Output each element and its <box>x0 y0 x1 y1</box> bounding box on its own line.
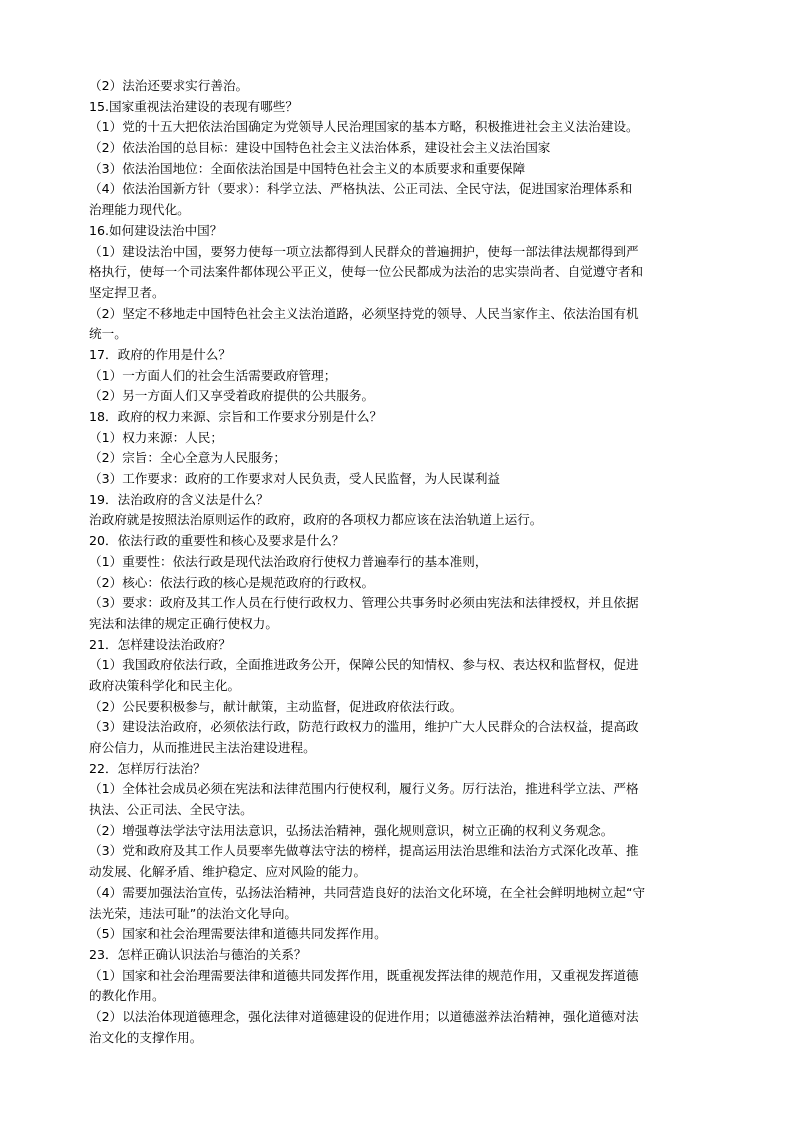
text-line: 治政府就是按照法治原则运作的政府，政府的各项权力都应该在法治轨道上运行。 <box>89 512 543 528</box>
text-line: （2）依法治国的总目标：建设中国特色社会主义法治体系，建设社会主义法治国家 <box>89 140 551 156</box>
text-line: （1）一方面人们的社会生活需要政府管理； <box>89 367 337 383</box>
text-line: （2）宗旨：全心全意为人民服务； <box>89 450 286 466</box>
text-line: （3）依法治国地位：全面依法治国是中国特色社会主义的本质要求和重要保障 <box>89 160 526 176</box>
question-heading: 17．政府的作用是什么？ <box>89 346 231 362</box>
text-line: 宪法和法律的规定正确行使权力。 <box>89 615 278 631</box>
question-heading: 23．怎样正确认识法治与德治的关系？ <box>89 946 307 962</box>
text-line: （2）增强尊法学法守法用法意识，弘扬法治精神，强化规则意识，树立正确的权利义务观念。 <box>89 822 614 838</box>
text-line: （5）国家和社会治理需要法律和道德共同发挥作用。 <box>89 926 387 942</box>
text-line: （1）全体社会成员必须在宪法和法律范围内行使权利，履行义务。厉行法治，推进科学立法、严格 <box>89 781 639 797</box>
text-line: （1）国家和社会治理需要法律和道德共同发挥作用，既重视发挥法律的规范作用，又重视发挥道德 <box>89 967 639 983</box>
text-line: 治文化的支撑作用。 <box>89 1029 203 1045</box>
text-line: （3）要求：政府及其工作人员在行使行政权力、管理公共事务时必须由宪法和法律授权，并且依据 <box>89 595 639 611</box>
question-heading: 20．依法行政的重要性和核心及要求是什么？ <box>89 533 345 549</box>
text-line: （4）需要加强法治宣传，弘扬法治精神，共同营造良好的法治文化环境，在全社会鲜明地树立起“守 <box>89 884 646 900</box>
question-heading: 22．怎样厉行法治？ <box>89 760 206 776</box>
text-line: （4）依法治国新方针（要求）：科学立法、严格执法、公正司法、全民守法，促进国家治理体系和 <box>89 181 633 197</box>
text-line: 府公信力，从而推进民主法治建设进程。 <box>89 740 316 755</box>
document-body <box>89 76 713 1048</box>
text-line: （3）建设法治政府，必须依法行政，防范行政权力的滥用，维护广大人民群众的合法权益，提高政 <box>89 719 639 735</box>
text-line: （2）公民要积极参与，献计献策，主动监督，促进政府依法行政。 <box>89 698 463 714</box>
text-line: 统一。 <box>89 326 127 342</box>
question-heading: 21．怎样建设法治政府？ <box>89 636 231 652</box>
text-line: （3）工作要求：政府的工作要求对人民负责，受人民监督，为人民谋利益 <box>89 471 501 487</box>
text-line: 执法、公正司法、全民守法。 <box>89 802 253 818</box>
question-heading: 19．法治政府的含义法是什么？ <box>89 491 269 507</box>
text-line: （2）以法治体现道德理念，强化法律对道德建设的促进作用；以道德滋养法治精神，强化道德对法 <box>89 1008 639 1024</box>
text-line: （2）另一方面人们又享受着政府提供的公共服务。 <box>89 388 375 404</box>
text-line: （1）权力来源：人民； <box>89 429 223 445</box>
text-line: 格执行，使每一个司法案件都体现公平正义，使每一位公民都成为法治的忠实崇尚者、自觉遵守者和 <box>89 264 644 280</box>
text-line: （2）坚定不移地走中国特色社会主义法治道路，必须坚持党的领导、人民当家作主、依法治国有机 <box>89 305 639 321</box>
text-line: （1）建设法治中国，要努力使每一项立法都得到人民群众的普遍拥护，使每一部法律法规都得到严 <box>89 243 639 259</box>
text-line: 坚定捍卫者。 <box>89 284 165 300</box>
question-heading: 15.国家重视法治建设的表现有哪些？ <box>89 98 298 114</box>
text-line: 治理能力现代化。 <box>89 202 190 218</box>
text-line: （1）党的十五大把依法治国确定为党领导人民治理国家的基本方略，积极推进社会主义法治建设。 <box>89 119 639 135</box>
question-heading: 18．政府的权力来源、宗旨和工作要求分别是什么？ <box>89 409 383 424</box>
text-line: （3）党和政府及其工作人员要率先做尊法守法的榜样，提高运用法治思维和法治方式深化改革、推 <box>89 843 639 859</box>
text-line: 的教化作用。 <box>89 988 165 1004</box>
text-line: （1）重要性：依法行政是现代法治政府行使权力普遍奉行的基本准则， <box>89 553 488 569</box>
text-line: 法光荣，违法可耻”的法治文化导向。 <box>89 905 298 921</box>
text-line: （1）我国政府依法行政，全面推进政务公开，保障公民的知情权、参与权、表达权和监督权，促进 <box>89 657 639 673</box>
text-line: （2）核心：依法行政的核心是规范政府的行政权。 <box>89 574 375 590</box>
text-line: 动发展、化解矛盾、维护稳定、应对风险的能力。 <box>89 864 367 880</box>
text-line: （2）法治还要求实行善治。 <box>89 78 249 93</box>
question-heading: 16.如何建设法治中国？ <box>89 222 223 238</box>
text-line: 政府决策科学化和民主化。 <box>89 677 241 693</box>
